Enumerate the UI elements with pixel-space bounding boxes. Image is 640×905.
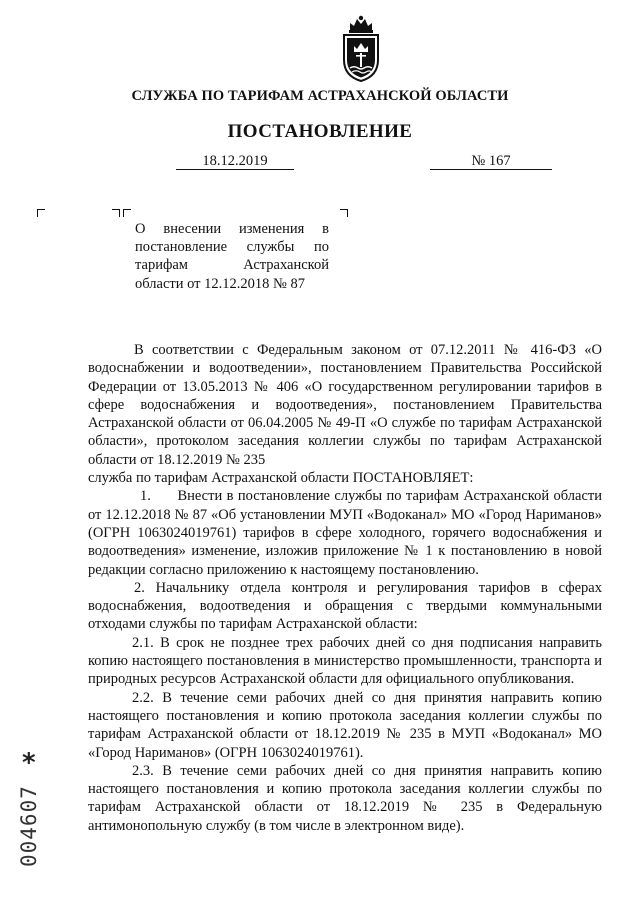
resolution-line: служба по тарифам Астраханской области ПОСТАНОВЛЯЕТ: bbox=[88, 470, 474, 487]
document-type-heading: ПОСТАНОВЛЕНИЕ bbox=[227, 121, 413, 142]
item-2-3-paragraph: 2.3. В течение семи рабочих дней со дня принятия направить копию настоящего постановления и копию протокола заседания коллегии службы по тарифам Астраханской области от 18.12.2019 № 235 в Федеральную антимонопольную службу (в том числе в электронном виде). bbox=[88, 762, 602, 834]
subject-corner-mark bbox=[340, 209, 348, 217]
document-body bbox=[88, 341, 606, 835]
item-1-paragraph: 1. Внести в постановление службы по тарифам Астраханской области от 12.12.2018 № 87 «Об установлении МУП «Водоканал» МО «Город Нариманов» (ОГРН 1063024019761) тарифов в сфере холодного, горячего водоснабжения и водоотведения» изменение, изложив приложение № 1 к постановлению в новой редакции согласно приложению к настоящему постановлению. bbox=[88, 488, 606, 578]
preamble-paragraph: В соответствии с Федеральным законом от 07.12.2011 № 416-ФЗ «О водоснабжении и водоотведении», постановлением Правительства Российской Федерации от 13.05.2013 № 406 «О государственном регулировании тарифов в сфере водоснабжения и водоотведения», постановлением Правительства Астраханской области от 06.04.2005 № 49-П «О службе по тарифам Астраханской области», протоколом заседания коллегии службы по тарифам Астраханской области от 18.12.2019 № 235 bbox=[88, 342, 602, 468]
registration-stamp bbox=[8, 748, 56, 868]
item-2-1-paragraph: 2.1. В срок не позднее трех рабочих дней со дня подписания направить копию настоящего постановления в министерство промышленности, транспорта и природных ресурсов Астраханской области для официального опубликования. bbox=[88, 634, 602, 688]
document-date: 18.12.2019 bbox=[176, 154, 294, 170]
address-corner-mark bbox=[37, 209, 45, 217]
organization-name: СЛУЖБА ПО ТАРИФАМ АСТРАХАНСКОЙ ОБЛАСТИ bbox=[131, 88, 509, 104]
document-number: № 167 bbox=[430, 154, 552, 170]
document-subject: О внесении изменения в постановление службы по тарифам Астраханской области от 12.12.2018 № 87 bbox=[135, 221, 329, 292]
item-2-paragraph: 2. Начальнику отдела контроля и регулирования тарифов в сферах водоснабжения, водоотведения и обращения с твердыми коммунальными отходами службы по тарифам Астраханской области: bbox=[88, 579, 602, 633]
astrakhan-coat-of-arms-icon bbox=[339, 14, 383, 84]
stamp-asterisk: * bbox=[22, 748, 36, 778]
subject-corner-mark bbox=[123, 209, 131, 217]
stamp-code: 004607 bbox=[17, 785, 41, 867]
item-2-2-paragraph: 2.2. В течение семи рабочих дней со дня принятия направить копию настоящего постановления и копию протокола заседания коллегии службы по тарифам Астраханской области от 18.12.2019 № 235 в МУП «Водоканал» МО «Город Нариманов» (ОГРН 1063024019761). bbox=[88, 689, 602, 761]
address-corner-mark bbox=[112, 209, 120, 217]
